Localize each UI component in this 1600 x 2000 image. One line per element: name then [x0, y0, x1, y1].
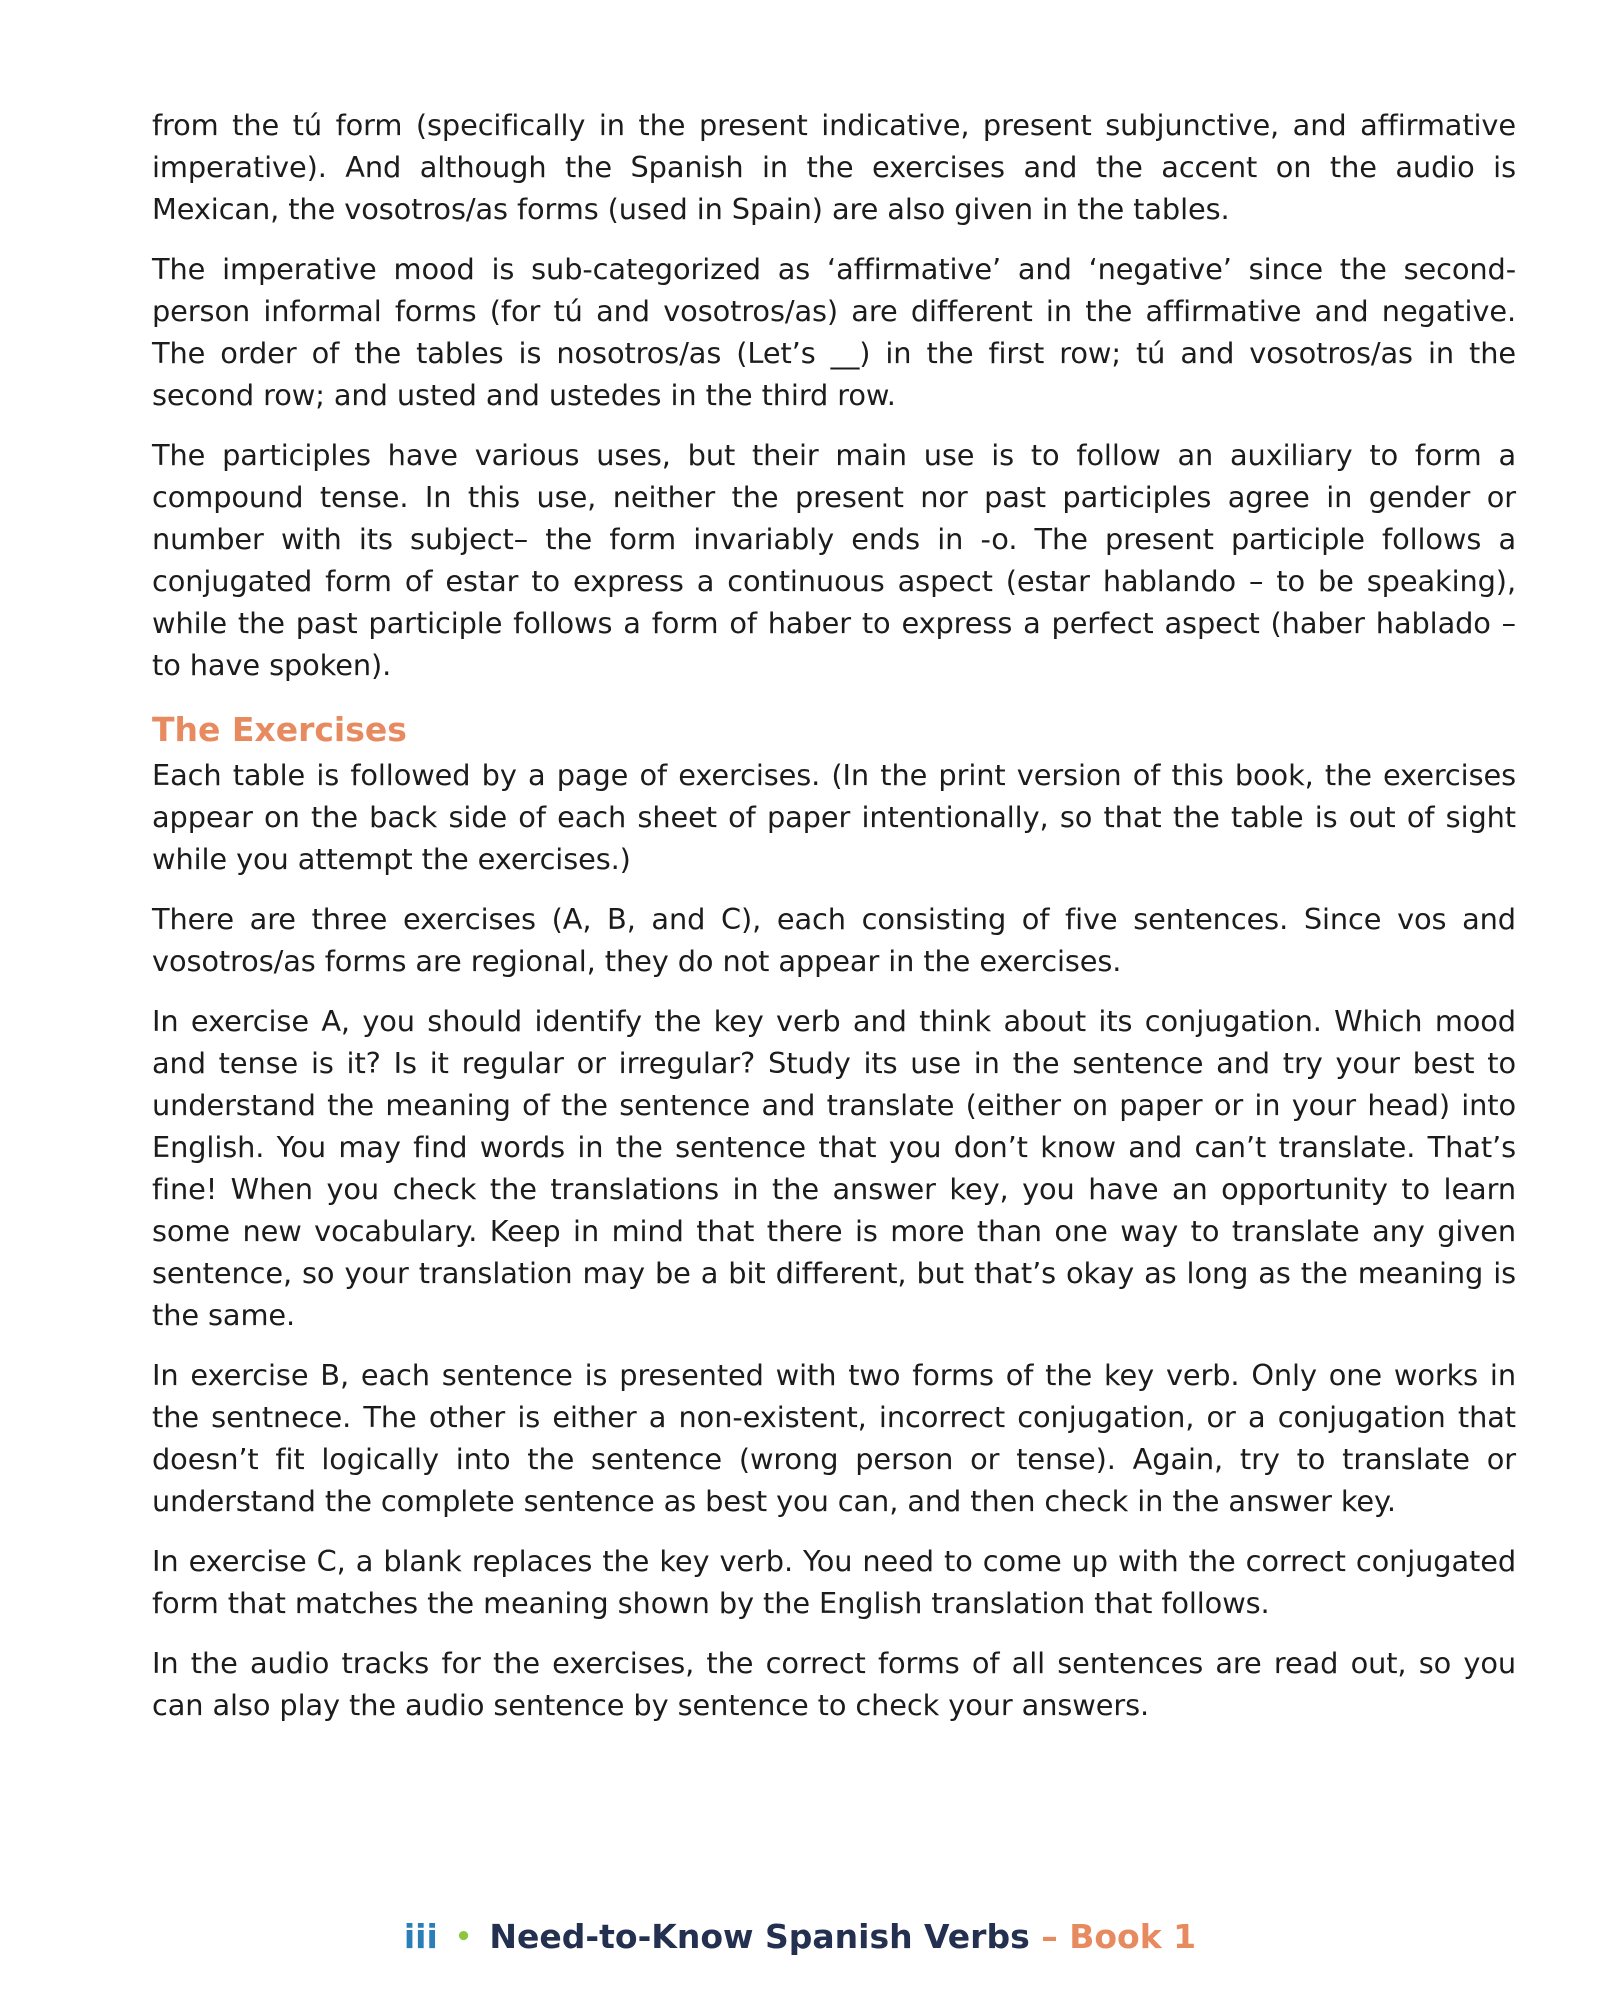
body-paragraph: In exercise A, you should identify the key verb and think about its conjugation. Which mood and tense is it? Is it regular or irregular? Study its use in the sentence and try your best to understand the meaning of the sentence and translate (either on paper or in your head) into English. You may find words in the sentence that you don’t know and can’t translate. That’s fine! When you check the translations in the answer key, you have an opportunity to learn some new vocabulary. Keep in mind that there is more than one way to translate any given sentence, so your translation may be a bit different, but that’s okay as long as the meaning is the same. — [152, 1004, 1516, 1332]
bullet-icon: • — [455, 1922, 472, 1952]
body-paragraph: In exercise C, a blank replaces the key verb. You need to come up with the correct conjugated form that matches the meaning shown by the English translation that follows. — [152, 1544, 1516, 1620]
page-body — [152, 104, 1516, 1744]
body-paragraph: In the audio tracks for the exercises, the correct forms of all sentences are read out, so you can also play the audio sentence by sentence to check your answers. — [152, 1646, 1516, 1722]
series-title: Need-to-Know Spanish Verbs — [489, 1917, 1030, 1956]
body-paragraph: In exercise B, each sentence is presented with two forms of the key verb. Only one works in the sentnece. The other is either a non-existent, incorrect conjugation, or a conjugation that doesn’t fit logically into the sentence (wrong person or tense). Again, try to translate or understand the complete sentence as best you can, and then check in the answer key. — [152, 1358, 1516, 1518]
body-paragraph: There are three exercises (A, B, and C), each consisting of five sentences. Since vos and vosotros/as forms are regional, they do not appear in the exercises. — [152, 902, 1516, 978]
section-heading: The Exercises — [152, 710, 407, 749]
page-number: iii — [403, 1917, 438, 1956]
body-paragraph: The imperative mood is sub-categorized as ‘affirmative’ and ‘negative’ since the second-person informal forms (for tú and vosotros/as) are different in the affirmative and negative. The order of the tables is nosotros/as (Let’s __) in the first row; tú and vosotros/as in the second row; and usted and ustedes in the third row. — [152, 252, 1516, 412]
page-footer — [0, 1915, 1600, 1962]
footer-dash: – — [1041, 1917, 1058, 1956]
body-paragraph: from the tú form (specifically in the present indicative, present subjunctive, and affirmative imperative). And although the Spanish in the exercises and the accent on the audio is Mexican, the vosotros/as forms (used in Spain) are also given in the tables. — [152, 108, 1516, 226]
body-paragraph: Each table is followed by a page of exercises. (In the print version of this book, the exercises appear on the back side of each sheet of paper intentionally, so that the table is out of sight while you attempt the exercises.) — [152, 758, 1516, 876]
book-label: Book 1 — [1069, 1917, 1197, 1956]
body-paragraph: The participles have various uses, but their main use is to follow an auxiliary to form a compound tense. In this use, neither the present nor past participles agree in gender or number with its subject– the form invariably ends in -o. The present participle follows a conjugated form of estar to express a continuous aspect (estar hablando – to be speaking), while the past participle follows a form of haber to express a perfect aspect (haber hablado – to have spoken). — [152, 438, 1516, 682]
